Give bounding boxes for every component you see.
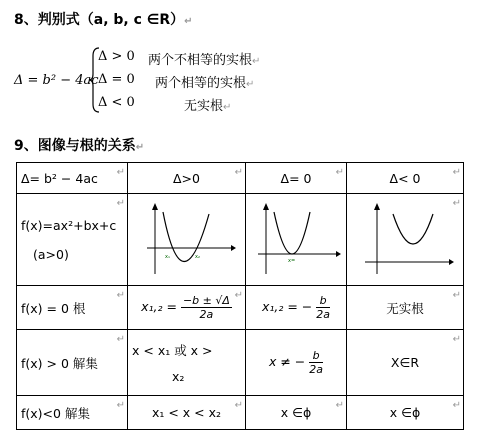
svg-text:x=: x= <box>288 257 296 264</box>
discriminant-formula: Δ = b² − 4ac <box>14 73 99 88</box>
graph-eq0-cell <box>246 194 347 286</box>
roots-gt0: x₁,₂ = $\frac{-b \pm √\Delta}{2a}$ ↵ <box>128 286 246 330</box>
header-eq0: Δ= 0 ↵ <box>246 163 347 194</box>
positive-set-label: f(x) > 0 解集 ↵ <box>17 330 128 396</box>
case-lt0-meaning: 无实根↵ <box>184 99 232 114</box>
roots-table <box>16 162 464 430</box>
negative-set-eq0: x ∈ϕ ↵ <box>246 396 347 430</box>
positive-set-gt0: x < x₁ 或 x > x₂ <box>128 330 246 396</box>
graph-gt0-cell <box>128 194 246 286</box>
negative-set-gt0: x₁ < x < x₂ ↵ <box>128 396 246 430</box>
table-row-positive <box>17 330 464 396</box>
section8-title: 8、判别式（a, b, c ∈R）↵ <box>14 12 193 28</box>
header-discriminant: Δ= b² − 4ac ↵ <box>17 163 128 194</box>
parabola-no-root-graph <box>355 200 455 280</box>
header-gt0: Δ>0 ↵ <box>128 163 246 194</box>
case-gt0-meaning: 两个不相等的实根↵ <box>148 53 261 68</box>
table-row-roots <box>17 286 464 330</box>
svg-text:x₁: x₁ <box>164 253 170 260</box>
negative-set-label: f(x)<0 解集 ↵ <box>17 396 128 430</box>
svg-text:x₂: x₂ <box>194 253 200 260</box>
paragraph-mark: ↵ <box>184 16 193 27</box>
positive-set-lt0: X∈R ↵ <box>347 330 464 396</box>
roots-eq0: x₁,₂ = − $\frac{b}{2a}$ <box>246 286 347 330</box>
case-eq0-condition: Δ = 0 <box>98 72 135 87</box>
case-eq0-meaning: 两个相等的实根↵ <box>155 76 255 91</box>
table-row-negative <box>17 396 464 430</box>
table-row-graph <box>17 194 464 286</box>
graph-label: f(x)=ax²+bx+c (a>0) ↵ <box>17 194 128 286</box>
roots-lt0: 无实根 ↵ <box>347 286 464 330</box>
section9-title: 9、图像与根的关系↵ <box>14 138 145 154</box>
table-header-row <box>17 163 464 194</box>
negative-set-lt0: x ∈ϕ ↵ <box>347 396 464 430</box>
parabola-two-roots-graph <box>137 200 237 280</box>
case-lt0-condition: Δ < 0 <box>98 95 135 110</box>
roots-label: f(x) = 0 根 ↵ <box>17 286 128 330</box>
header-lt0: Δ< 0 ↵ <box>347 163 464 194</box>
case-gt0-condition: Δ > 0 <box>98 49 135 64</box>
positive-set-eq0: x ≠ − $\frac{b}{2a}$ <box>246 330 347 396</box>
graph-lt0-cell: ↵ <box>347 194 464 286</box>
parabola-one-root-graph <box>250 200 342 280</box>
